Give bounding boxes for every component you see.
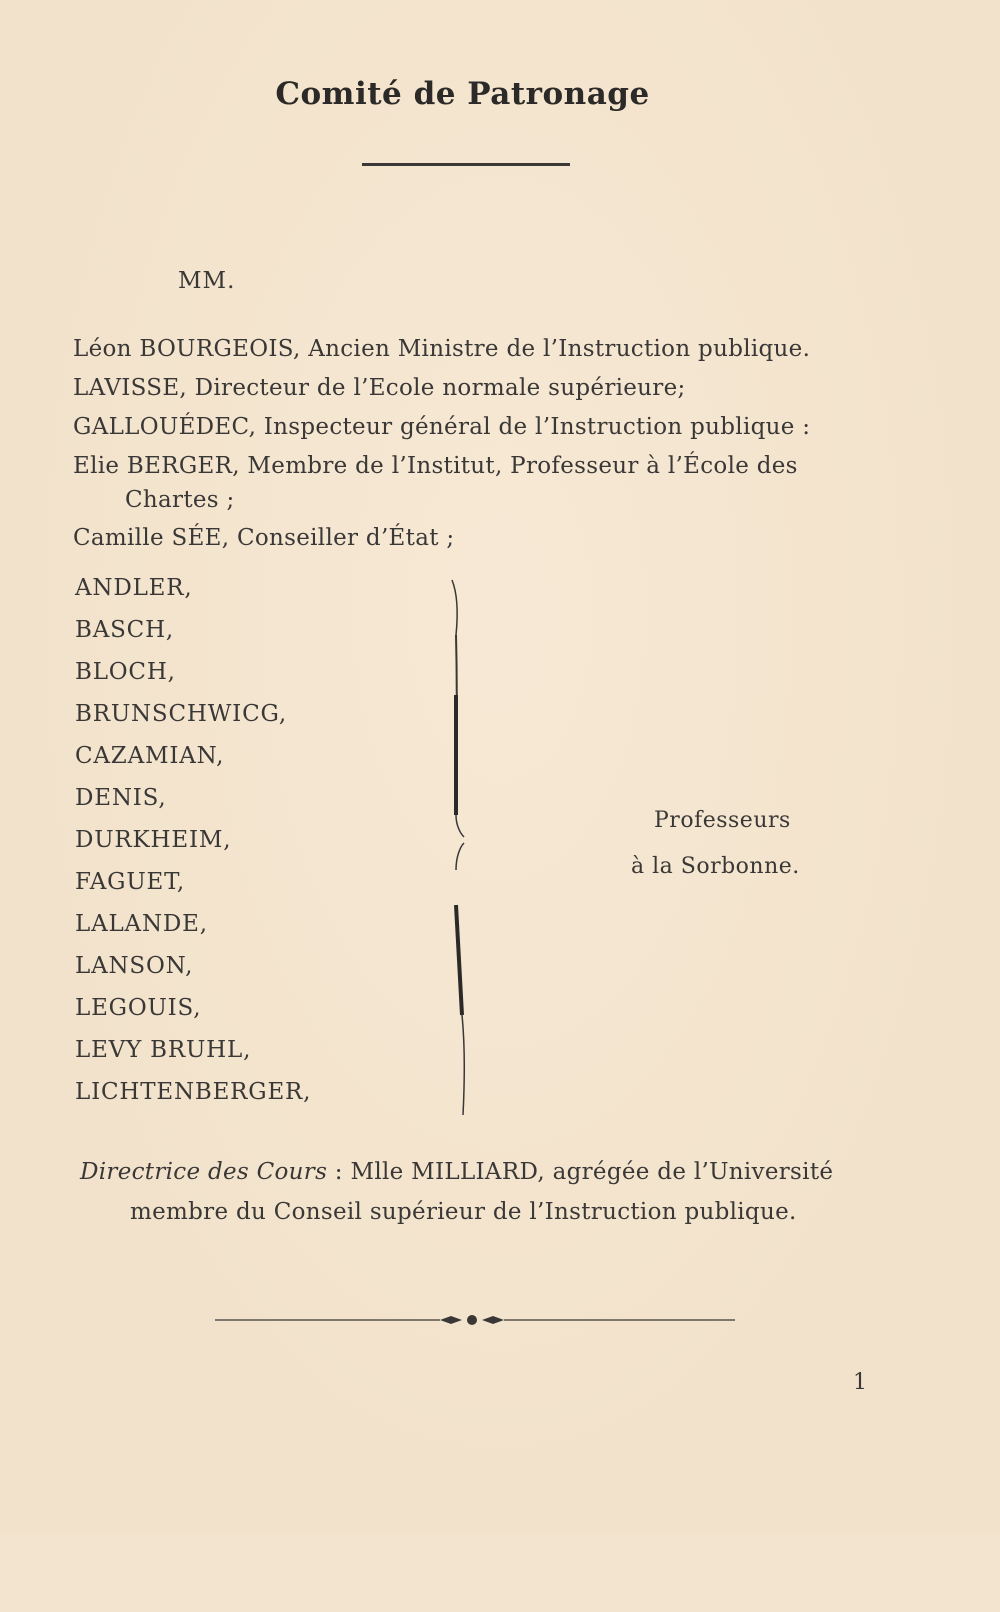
list-item: LEGOUIS,	[75, 995, 202, 1021]
professor-list	[75, 570, 311, 1116]
directrice-line-2: membre du Conseil supérieur de l’Instruction publique.	[130, 1199, 797, 1225]
list-item: DENIS,	[75, 785, 167, 811]
member-line: LAVISSE, Directeur de l’Ecole normale supérieure;	[73, 375, 686, 401]
member-line: Camille SÉE, Conseiller d’État ;	[73, 525, 455, 551]
list-item: DURKHEIM,	[75, 827, 232, 853]
list-item: LICHTENBERGER,	[75, 1079, 312, 1105]
directrice-label: Directrice des Cours	[80, 1159, 328, 1185]
member-line: Elie BERGER, Membre de l’Institut, Professeur à l’École des	[73, 453, 798, 479]
member-line-continuation: Chartes ;	[125, 487, 235, 513]
list-item: LALANDE,	[75, 911, 208, 937]
brace-label-professeurs: Professeurs	[654, 808, 791, 833]
page-title: Comité de Patronage	[275, 76, 650, 112]
list-item: BRUNSCHWICG,	[75, 701, 287, 727]
directrice-separator: :	[327, 1159, 351, 1185]
page-number: 1	[853, 1370, 867, 1395]
directrice-text: Mlle MILLIARD, agrégée de l’Université	[350, 1159, 834, 1185]
list-item: LEVY BRUHL,	[75, 1037, 252, 1063]
list-item: BASCH,	[75, 617, 175, 643]
list-item: BLOCH,	[75, 659, 176, 685]
ornamental-divider	[215, 1312, 735, 1328]
title-underline	[362, 163, 570, 166]
list-item: ANDLER,	[75, 575, 193, 601]
list-item: CAZAMIAN,	[75, 743, 225, 769]
directrice-line	[80, 1159, 833, 1185]
salutation: MM.	[178, 268, 236, 294]
member-line: GALLOUÉDEC, Inspecteur général de l’Instruction publique :	[73, 414, 811, 440]
brace-label-sorbonne: à la Sorbonne.	[631, 854, 800, 879]
list-item: LANSON,	[75, 953, 194, 979]
list-item: FAGUET,	[75, 869, 185, 895]
curly-brace	[440, 575, 480, 1120]
member-line: Léon BOURGEOIS, Ancien Ministre de l’Instruction publique.	[73, 336, 811, 362]
